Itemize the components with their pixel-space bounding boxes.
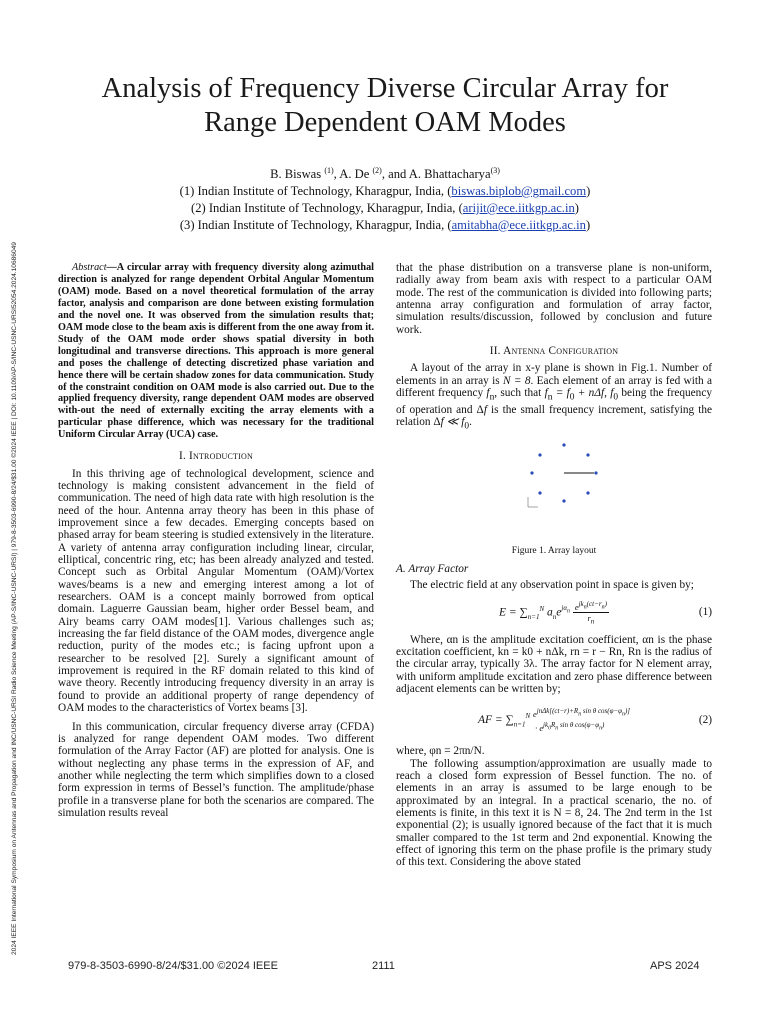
author-sup: (1)	[324, 166, 334, 175]
affiliation-2	[100, 200, 670, 217]
array-element	[562, 499, 565, 502]
equation-2-body: AF = $\sum_{n=1}^N$ $e^{jn\Delta k[(ct-r)+R_n sin \theta cos(\varphi-\varphi_n)]}$ · $e^{jk_0R_n sin \theta cos(\varphi-\varphi_n)}$	[477, 706, 630, 734]
math-run: f	[544, 387, 548, 400]
email-link[interactable]: arijit@ece.iitkgp.ac.in	[462, 200, 575, 215]
affiliation-3	[100, 217, 670, 234]
af-paragraph-1: The electric field at any observation point in space is given by;	[410, 579, 694, 592]
paper-title	[60, 72, 710, 140]
equation-2-number: (2)	[698, 714, 712, 727]
text-run: is the small frequency increment, satisfying the relation Δ	[396, 403, 713, 429]
right-paragraph-0: that the phase distribution on a transverse plane is non-uniform, radially away from beam axis with respect to a particular OAM mode. The rest of the communication is divided into following parts; antenna array configuration and formulation of array factor, simulation results/discussion, followed by conclusion and future work.	[396, 262, 712, 336]
math-run: f	[483, 403, 487, 416]
equation-1-body: $E = \sum_{n=1}^N$ $a_ne^{j\alpha_n}$ $\frac{e^{jk_n(ct-r_n)}}{r_n}$	[499, 599, 607, 626]
author-name: A. De	[339, 167, 373, 182]
math-run: f	[486, 387, 490, 400]
eq1-fraction: $\frac{e^{jk_n(ct-r_n)}}{r_n}$	[574, 599, 607, 626]
title-line-2: Range Dependent OAM Modes	[204, 107, 566, 138]
antenna-paragraph-1	[396, 362, 712, 432]
math-sub: 0	[613, 392, 619, 403]
figure-1-array-layout	[396, 437, 712, 543]
doi-side-note	[11, 75, 25, 955]
affiliation-1	[100, 183, 670, 200]
text-run: . Each element of an array is fed with a different frequency	[396, 374, 712, 400]
math-sub: 0	[569, 392, 575, 403]
array-element	[530, 471, 533, 474]
affiliation-close: )	[586, 183, 591, 198]
email-link[interactable]: amitabha@ece.iitkgp.ac.in	[451, 217, 586, 232]
array-element	[586, 453, 589, 456]
text-run: being the frequency of operation and Δ	[396, 387, 712, 416]
text-run: A layout of the array in x-y plane is shown in Fig.1. Number of elements in an array is	[396, 362, 712, 387]
affiliation-text: (3) Indian Institute of Technology, Kharagpur, India, (	[179, 217, 452, 232]
abstract	[58, 262, 374, 441]
array-element	[538, 453, 541, 456]
math-run: , f	[604, 387, 614, 400]
affiliation-close: )	[585, 217, 591, 232]
author-sep: ,	[333, 167, 340, 182]
abstract-text: —A circular array with frequency diversity along azimuthal direction is analyzed for range dependent Orbital Angular Momentum (OAM) mode. Based on a novel theoretical formulation of the array factor, analysis and comparison are done between existing formulation and the novel one. It was observed from the simulation results that; OAM mode close to the beam axis is different from the one away from it. Study of the OAM mode order shows spatial diversity in both longitudinal and transverse directions. This approach is more general and poses the challenge of detecting discretized phase variation and hence there will be certain shadow zones for data communication. Study of the constraint condition on OAM mode is also carried out. Due to the applied frequency diversity, range dependent OAM modes are observed with-out the need of externally exciting the array elements with a particular phase difference, which was necessary for the traditional Uniform Circular Array (UCA) case.	[58, 262, 374, 441]
equation-2	[396, 703, 712, 737]
figure-1-caption: Figure 1. Array layout	[511, 545, 597, 556]
intro-paragraph-2: In this communication, circular frequency diverse array (CFDA) is analyzed for range dependent OAM modes. Two different formulation of the Array Factor (AF) are plotted for analysis. One is without neglecting any phase terms in the expression of AF, and another while neglecting the term which simplifies down to a closed form expression in terms of Bessel’s function. The amplitude/phase profile in a transverse plane for both the scenarios are compared. The simulation results reveal	[58, 720, 374, 819]
equation-1-number: (1)	[698, 606, 712, 619]
author-sup: (3)	[490, 166, 500, 175]
footer-conference: APS 2024	[650, 960, 700, 972]
subsection-heading-array-factor: A. Array Factor	[396, 562, 469, 575]
math-sub: n	[489, 392, 495, 403]
affiliation-text: (1) Indian Institute of Technology, Kharagpur, India, (	[179, 183, 452, 198]
author-name: A. Bhattacharya	[408, 167, 491, 182]
text-run: , such that	[494, 387, 545, 400]
equation-1	[396, 600, 712, 626]
af-paragraph-4: The following assumption/approximation are usually made to reach a closed form expression of Bessel function. The no. of elements in an array is assumed to be large enough to be approximated by an integral. In a practical scenario, the no. of elements is finite, in this text it is N = 8, 24. The 2nd term in the 1st exponential (2); is usually ignored because of the fact that it is much smaller compared to the 1st term and 2nd exponential. Knowing the effect of ignoring this term on the phase profile is the primary study of this text. Considering the above stated	[396, 757, 712, 869]
math-run: + nΔf	[574, 387, 605, 400]
email-link[interactable]: biswas.biplob@gmail.com	[451, 183, 587, 198]
math-run: = f	[552, 387, 570, 400]
eq2-stack: $e^{jn\Delta k[(ct-r)+R_n sin \theta cos(\varphi-\varphi_n)]}$ · $e^{jk_0R_n sin \theta cos(\varphi-\varphi_n)}$	[533, 706, 630, 734]
author-name: B. Biswas	[270, 167, 325, 182]
text-run: .	[469, 416, 472, 429]
array-element	[594, 471, 597, 474]
right-column	[396, 262, 712, 869]
math-sub: n	[547, 392, 553, 403]
author-block	[100, 163, 670, 233]
array-element	[586, 491, 589, 494]
footer-copyright: 979-8-3503-6990-8/24/$31.00 ©2024 IEEE	[68, 960, 278, 972]
array-element	[562, 443, 565, 446]
footer-page-number: 2111	[372, 960, 395, 972]
author-sup: (2)	[372, 166, 382, 175]
author-names	[100, 163, 670, 183]
doi-side-note-text: 2024 IEEE International Symposium on Antennas and Propagation and INC/USNC-URSI Radio Science Meeting (AP-S/INC-USNC-URSI) | 979-8-3503-6990-8/24/$31.00 ©2024 IEEE | DOI: 10.1109/AP-S/INC-USNC-URSI52054.2024.10686049	[11, 242, 18, 955]
math-run: f ≪ f	[440, 416, 465, 429]
section-heading-antenna: II. Antenna Configuration	[489, 345, 619, 358]
abstract-label: Abstract	[72, 262, 107, 273]
title-line-1: Analysis of Frequency Diverse Circular Array for	[101, 73, 669, 104]
math-sub: 0	[464, 421, 470, 432]
af-paragraph-2: Where, αn is the amplitude excitation coefficient, αn is the phase excitation coefficient, kn = k0 + nΔk, rn = r − Rn, Rn is the radius of the circular array, typically 3λ. The array factor for N element array, with uniform amplitude excitation and zero phase difference between adjacent elements can be written by;	[396, 633, 712, 696]
array-layout-diagram	[396, 437, 712, 543]
intro-paragraph-1: In this thriving age of technological development, science and technology is making consistent advancement in the field of communication. The need of high data rate with high resolution is the need of the hour. Antenna array theory has been in this phase of improvement since a few decades. Emerging concepts based on phased array for beam steering is studied extensively in the literature. A variety of antenna array configuration including linear, circular, elliptical, concentric ring, etc; has been already analyzed and tested. Concept such as Orbital Angular Momentum (OAM)/Vortex waves/beams is a new and emerging interest among a lot of researchers. OAM is a concept mainly borrowed from optical domain. Laguerre Gaussian beam, higher order Bessel beam, and Airy beams carry OAM modes[1]. Various challenges such as; increasing the far field distance of the OAM modes, divergence angle reduction, purity of the modes etc.; is facing upfront upon a researcher to be resolved [2]. Surely a significant amount of improvement is required in the RF domain related to this kind of wave theory. Recently introducing frequency diversity in an array is found to provide an additional property of range dependency of OAM modes to the characteristics of Vortex beams [3].	[58, 467, 374, 715]
array-element	[538, 491, 541, 494]
left-column	[58, 262, 374, 819]
math-run: N = 8	[503, 374, 531, 387]
affiliation-text: (2) Indian Institute of Technology, Kharagpur, India, (	[191, 200, 463, 215]
author-sep: , and	[381, 167, 409, 182]
af-paragraph-3: where, φn = 2πn/N.	[396, 745, 485, 758]
section-heading-introduction: I. Introduction	[179, 450, 253, 463]
affiliation-close: )	[574, 200, 579, 215]
